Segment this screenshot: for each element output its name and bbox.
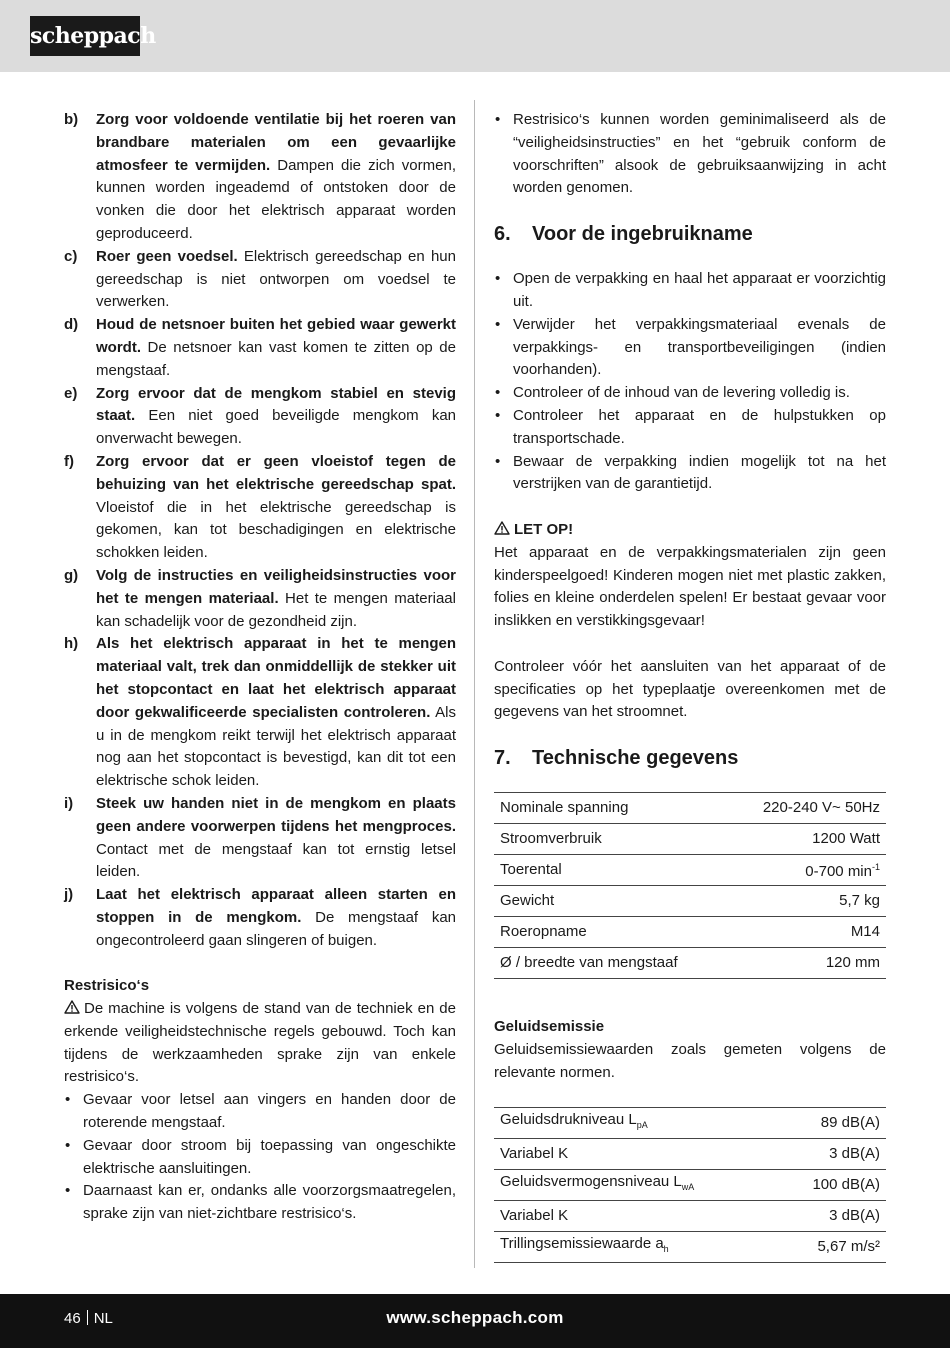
bullet-text: Open de verpakking en haal het apparaat er voorzichtig uit. — [513, 270, 886, 310]
column-divider — [474, 100, 475, 1268]
label-subscript: pA — [636, 1120, 648, 1131]
list-item — [494, 382, 886, 405]
safety-item — [64, 884, 456, 952]
note-heading — [494, 519, 886, 542]
table-cell-label: Nominale spanning — [494, 793, 727, 824]
check-text: Controleer vóór het aansluiten van het apparaat of de specificaties op het typeplaatje overeenkomen met de gegevens van het stroomnet. — [494, 657, 886, 721]
item-bold-text: Als het elektrisch apparaat in het te mengen materiaal valt, trek dan onmiddellijk de stekker uit het stopcontact en laat het elektrisch apparaat door gekwalificeerde specialisten controleren. — [96, 635, 456, 721]
label-subscript: h — [663, 1244, 669, 1255]
language-code: NL — [93, 1310, 113, 1327]
table-cell-value: 5,67 m/s² — [777, 1232, 886, 1263]
item-marker: i) — [64, 794, 74, 812]
bullet-icon: • — [495, 452, 501, 470]
safety-item — [64, 451, 456, 565]
residual-risk-heading: Restrisico‘s — [64, 977, 150, 995]
table-cell-value: 5,7 kg — [727, 886, 886, 917]
table-row — [494, 1108, 886, 1139]
table-cell-value: 89 dB(A) — [777, 1108, 886, 1139]
item-bold-text: Houd de netsnoer buiten het gebied waar gewerkt wordt. — [96, 316, 456, 356]
item-marker: g) — [64, 566, 79, 584]
table-row — [494, 855, 886, 886]
item-text: Een niet goed beveiligde mengkom kan onverwacht bewegen. — [96, 407, 456, 448]
bullet-text: Controleer het apparaat en de hulpstukken op transportschade. — [513, 406, 886, 447]
table-row — [494, 917, 886, 948]
section-heading-6 — [494, 222, 886, 246]
item-bold-text: Roer geen voedsel. — [96, 247, 238, 265]
list-item — [64, 1135, 456, 1181]
bullet-icon: • — [495, 315, 501, 333]
table-cell-value: 100 dB(A) — [777, 1170, 886, 1201]
website-link[interactable]: www.scheppach.com — [386, 1308, 564, 1327]
label-text: Trillingsemissiewaarde a — [500, 1235, 664, 1253]
table-cell-label: Variabel K — [494, 1201, 777, 1232]
item-text: Als u in de mengkom reikt terwijl het elektrisch apparaat nog aan het stopcontact is bevestigd, kan dit tot een elektrische schok leiden. — [96, 703, 456, 790]
list-item — [64, 1180, 456, 1226]
table-cell-value: 3 dB(A) — [777, 1139, 886, 1170]
table-row — [494, 1232, 886, 1263]
item-bold-text: Zorg voor voldoende ventilatie bij het roeren van brandbare materialen om een gevaarlijke atmosfeer te vermijden. — [96, 111, 456, 174]
item-bold-text: Zorg ervoor dat er geen vloeistof tegen de behuizing van het elektrische gereedschap spat. — [96, 452, 456, 493]
table-cell-label — [494, 1232, 777, 1263]
page-footer — [0, 1294, 950, 1348]
table-row — [494, 948, 886, 979]
bullet-icon: • — [65, 1182, 71, 1200]
item-bold-text: Steek uw handen niet in de mengkom en plaats geen andere voorwerpen tijdens het mengproces. — [96, 794, 456, 835]
table-cell-value: 3 dB(A) — [777, 1201, 886, 1232]
section-number: 6. — [494, 223, 511, 246]
left-column — [64, 109, 456, 1226]
list-item — [494, 109, 886, 200]
table-cell-label: Stroomverbruik — [494, 824, 727, 855]
table-cell-label: Gewicht — [494, 886, 727, 917]
table-row — [494, 1139, 886, 1170]
bullet-text: Controleer of de inhoud van de levering volledig is. — [513, 384, 850, 402]
item-marker: d) — [64, 316, 79, 334]
item-text: Elektrisch gereedschap en hun gereedschap is niet ontworpen om voedsel te verwerken. — [96, 247, 456, 311]
warning-icon — [494, 521, 510, 535]
bullet-text: Gevaar door stroom bij toepassing van ongeschikte elektrische aansluitingen. — [83, 1136, 456, 1177]
item-bold-text: Volg de instructies en veiligheidsinstructies voor het te mengen materiaal. — [96, 566, 456, 607]
table-row — [494, 886, 886, 917]
list-item — [494, 451, 886, 497]
label-text: Geluidsvermogensniveau L — [500, 1173, 682, 1191]
table-cell-value: 1200 Watt — [727, 824, 886, 855]
item-text: Het te mengen materiaal kan schadelijk voor de gezondheid zijn. — [96, 589, 456, 630]
value-text: 0-700 min — [805, 863, 872, 881]
residual-risk-intro-text: De machine is volgens de stand van de techniek en de erkende veiligheidstechnische regels gebouwd. Toch kan tijdens de werkzaamheden sprake zijn van enkele restrisico‘s. — [64, 1000, 456, 1086]
item-text: De netsnoer kan vast komen te zitten op de mengstaaf. — [96, 338, 456, 379]
bullet-text: Bewaar de verpakking indien mogelijk tot na het verstrijken van de garantietijd. — [513, 452, 886, 493]
table-cell-label: Toerental — [494, 855, 727, 886]
table-cell-value: M14 — [727, 917, 886, 948]
bullet-icon: • — [65, 1091, 71, 1109]
bullet-text: Restrisico‘s kunnen worden geminimaliseerd als de “veiligheidsinstructies” en het “gebruik conform de voorschriften” alsook de gebruiksaanwijzing in acht worden genomen. — [513, 111, 886, 197]
residual-risk-intro — [64, 998, 456, 1089]
page-header — [0, 0, 950, 72]
item-text: Contact met de mengstaaf kan tot ernstig letsel leiden. — [96, 840, 456, 881]
noise-text: Geluidsemissiewaarden zoals gemeten volgens de relevante normen. — [494, 1040, 886, 1081]
safety-item — [64, 109, 456, 246]
note-text: Het apparaat en de verpakkingsmaterialen zijn geen kinderspeelgoed! Kinderen mogen niet met plastic zakken, folies en kleine onderdelen spelen! Er bestaat gevaar voor inslikken en verstikkingsgevaar! — [494, 543, 886, 630]
note-heading-text: LET OP! — [514, 520, 574, 538]
bullet-icon: • — [495, 406, 501, 424]
table-cell-label — [494, 1170, 777, 1201]
item-marker: f) — [64, 452, 74, 470]
table-cell-label: Ø / breedte van mengstaaf — [494, 948, 727, 979]
warning-icon — [64, 1000, 80, 1014]
table-cell-label: Variabel K — [494, 1139, 777, 1170]
label-subscript: wA — [681, 1182, 695, 1193]
noise-heading: Geluidsemissie — [494, 1017, 605, 1035]
bullet-icon: • — [495, 384, 501, 402]
safety-item — [64, 246, 456, 314]
item-bold-text: Zorg ervoor dat de mengkom stabiel en stevig staat. — [96, 384, 456, 425]
section-title: Technische gegevens — [532, 747, 739, 770]
list-item — [494, 405, 886, 451]
item-marker: b) — [64, 111, 79, 128]
item-marker: c) — [64, 247, 78, 265]
bullet-icon: • — [495, 111, 501, 128]
safety-item — [64, 565, 456, 633]
item-text: Dampen die zich vormen, kunnen worden ingeademd of ontstoken door de vonken die door het elektrisch apparaat worden geproduceerd. — [96, 156, 456, 242]
item-marker: h) — [64, 635, 79, 653]
label-text: Geluidsdrukniveau L — [500, 1111, 637, 1129]
list-item — [494, 268, 886, 314]
item-bold-text: Laat het elektrisch apparaat alleen starten en stoppen in de mengkom. — [96, 886, 456, 926]
table-cell-value: 120 mm — [727, 948, 886, 979]
table-row — [494, 1201, 886, 1232]
bullet-text: Daarnaast kan er, ondanks alle voorzorgsmaatregelen, sprake zijn van niet-zichtbare restrisico‘s. — [83, 1182, 456, 1223]
bullet-icon: • — [65, 1136, 71, 1154]
section-heading-7 — [494, 746, 886, 770]
safety-item — [64, 383, 456, 451]
safety-item — [64, 793, 456, 884]
value-superscript: -1 — [871, 862, 880, 873]
brand-logo: scheppach — [30, 16, 140, 56]
item-text: De mengstaaf kan ongecontroleerd gaan slingeren of buigen. — [96, 908, 456, 949]
right-column — [494, 109, 886, 1263]
table-cell-label — [494, 1108, 777, 1139]
safety-item — [64, 633, 456, 793]
bullet-icon: • — [495, 270, 501, 288]
noise-data-table — [494, 1107, 886, 1263]
item-marker: j) — [64, 886, 74, 904]
section-number: 7. — [494, 747, 511, 770]
table-row — [494, 793, 886, 824]
item-marker: e) — [64, 384, 78, 402]
safety-item — [64, 314, 456, 382]
list-item — [64, 1089, 456, 1135]
bullet-text: Gevaar voor letsel aan vingers en handen door de roterende mengstaaf. — [83, 1091, 456, 1132]
table-row — [494, 1170, 886, 1201]
table-cell-label: Roeropname — [494, 917, 727, 948]
table-cell-value — [727, 855, 886, 886]
bullet-text: Verwijder het verpakkingsmateriaal evenals de verpakkings- en transportbeveiligingen (indien voorhanden). — [513, 315, 886, 379]
technical-data-table — [494, 792, 886, 979]
list-item — [494, 314, 886, 382]
item-text: Vloeistof die in het elektrische gereedschap is gekomen, kan tot beschadigingen en elektrische schokken leiden. — [96, 498, 456, 562]
safety-items-list — [64, 109, 456, 952]
table-cell-value: 220-240 V~ 50Hz — [727, 793, 886, 824]
page-number: 46 — [64, 1310, 81, 1327]
section-title: Voor de ingebruikname — [532, 223, 753, 246]
table-row — [494, 824, 886, 855]
